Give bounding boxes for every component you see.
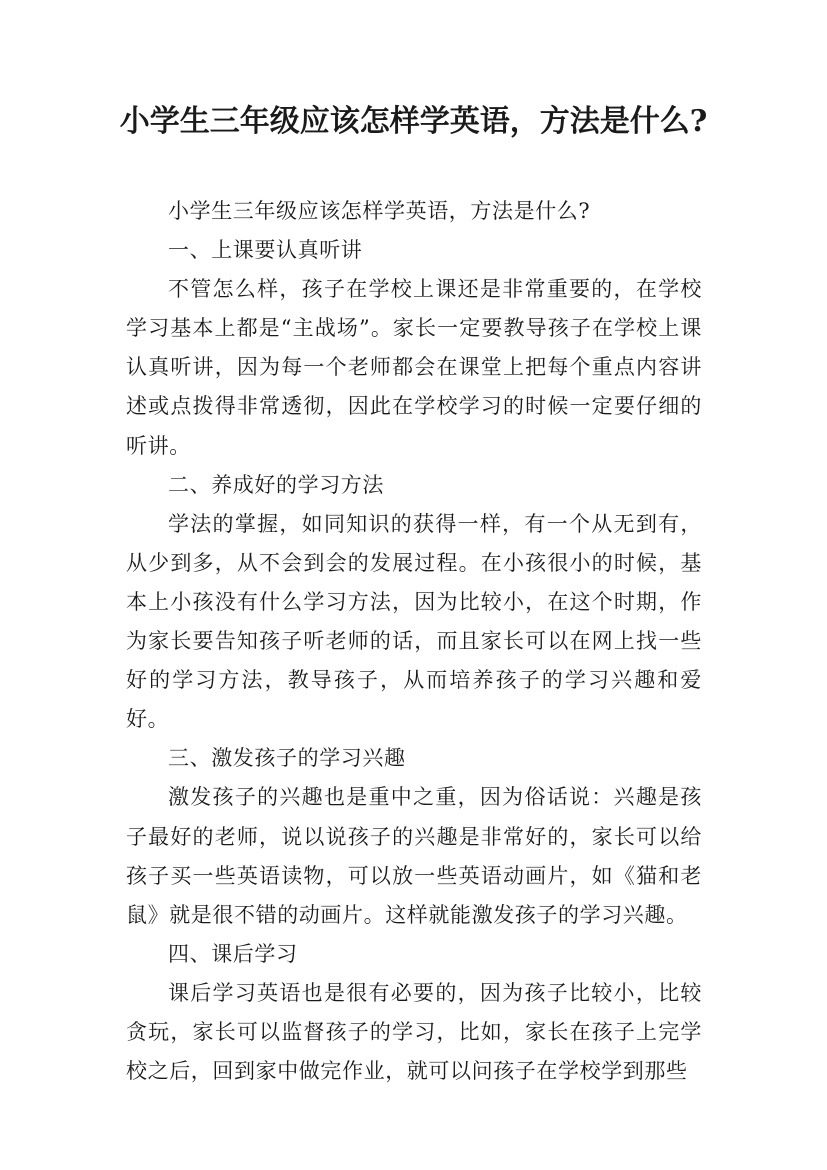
section-paragraph-2: 学法的掌握，如同知识的获得一样，有一个从无到有，从少到多，从不会到会的发展过程。在小孩很小的时候，基本上小孩没有什么学习方法，因为比较小，在这个时期，作为家长要告知孩子听老师的话，而且家长可以在网上找一些好的学习方法，教导孩子，从而培养孩子的学习兴趣和爱好。 [126,511,702,732]
document-body [126,192,702,1091]
section-heading-1: 一、上课要认真听讲 [168,238,363,263]
section-paragraph-3: 激发孩子的兴趣也是重中之重，因为俗话说：兴趣是孩子最好的老师，说以说孩子的兴趣是非常好的，家长可以给孩子买一些英语读物，可以放一些英语动画片，如《猫和老鼠》就是很不错的动画片。这样就能激发孩子的学习兴趣。 [126,785,702,927]
section-heading-4: 四、课后学习 [168,941,298,966]
section-heading-3: 三、激发孩子的学习兴趣 [168,746,406,771]
section-heading-2: 二、养成好的学习方法 [168,472,384,497]
intro-line: 小学生三年级应该怎样学英语，方法是什么? [168,199,591,223]
section-paragraph-4: 课后学习英语也是很有必要的，因为孩子比较小，比较贪玩，家长可以监督孩子的学习，比如，家长在孩子上完学校之后，回到家中做完作业，就可以问孩子在学校学到那些 [126,980,702,1084]
section-paragraph-1: 不管怎么样，孩子在学校上课还是非常重要的，在学校学习基本上都是“主战场”。家长一定要教导孩子在学校上课认真听讲，因为每一个老师都会在课堂上把每个重点内容讲述或点拨得非常透彻，因此在学校学习的时候一定要仔细的听讲。 [126,277,702,458]
document-title: 小学生三年级应该怎样学英语，方法是什么? [119,104,708,139]
